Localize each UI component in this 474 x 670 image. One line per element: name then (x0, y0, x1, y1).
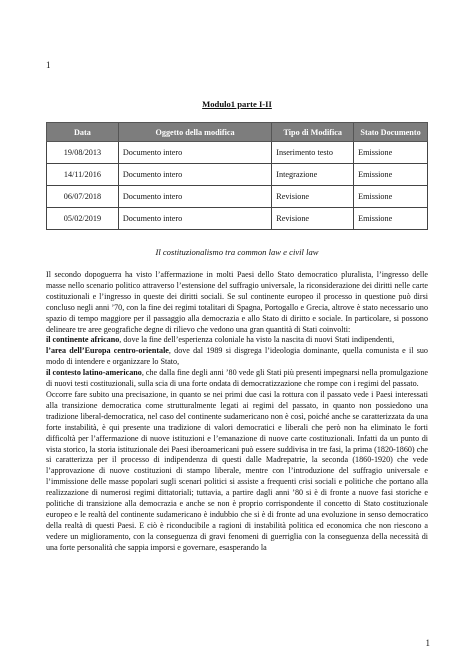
cell-object: Documento intero (118, 142, 271, 164)
cell-status: Emissione (354, 186, 428, 208)
page-number-top: 1 (46, 60, 51, 70)
list-item-latam-bold: il contesto latino-americano (46, 368, 142, 378)
table-header-row (47, 123, 428, 142)
body-text (46, 270, 428, 554)
paragraph-history: Occorre fare subito una precisazione, in quanto se nei primi due casi la rottura con il passato vede i Paesi interessati alla transizione democratica come strutturalmente legati ai regimi del passato, in quanto non possiedono una tradizione liberal-democratica, nel caso del continente sudamericano non è così, poiché anche se caratterizzata da una forte instabilità, è qui presente una tradizione di valori democratici e liberali che però non ha eliminato le forti difficoltà per l’affermazione di nuove istituzioni e l’emanazione di nuove carte costituzionali. Infatti da un punto di vista storico, la storia istituzionale dei Paesi iberoamericani può essere suddivisa in tre fasi, la prima (1820-1860) che si caratterizza per il processo di indipendenza di questi dalle Madrepatrie, la seconda (1860-1920) che vede l’approvazione di nuove costituzioni di stampo liberale, mentre con l’introduzione del suffragio universale e l’immissione delle masse popolari sugli scenari politici si assiste a frequenti crisi sociali e politiche che portano alla realizzazione di numerosi regimi dittatoriali; tuttavia, a partire dagli anni ’80 si è di fronte a nuove fasi storiche e politiche di transizione alla democrazia e anche se non è proprio corrispondente il concetto di Stato costituzionale europeo e le realtà del continente sudamericano è indubbio che si è di fronte ad una evoluzione in senso democratico della realtà di questi Paesi. E ciò è riconducibile a ragioni di instabilità politica ed economica che non riescono a vedere un miglioramento, con la conseguenza di gravi fenomeni di guerriglia con la conseguenza della necessità di una forte personalità che sappia imporsi e governare, esasperando la (46, 389, 428, 552)
cell-object: Documento intero (118, 186, 271, 208)
list-item-europe (46, 346, 428, 368)
cell-type: Revisione (272, 186, 354, 208)
cell-type: Revisione (272, 208, 354, 230)
section-subtitle: Il costituzionalismo tra common law e civil law (155, 247, 319, 257)
header-tipo: Tipo di Modifica (272, 123, 354, 142)
header-stato: Stato Documento (354, 123, 428, 142)
cell-type: Inserimento testo (272, 142, 354, 164)
document-title: Modulo1 parte I-II (202, 99, 272, 109)
list-item-africa-bold: il continente africano (46, 335, 120, 345)
cell-status: Emissione (354, 208, 428, 230)
cell-date: 06/07/2018 (47, 186, 119, 208)
cell-status: Emissione (354, 142, 428, 164)
list-item-africa-text: , dove la fine dell’esperienza coloniale ha visto la nascita di nuovi Stati indipendenti, (119, 335, 395, 345)
header-data: Data (47, 123, 119, 142)
list-item-africa (46, 335, 428, 346)
list-item-europe-text: , dove dal 1989 si disgrega l’ideologia dominante, quella comunista e il suo modo di intendere e organizzare lo Stato, (46, 346, 428, 367)
table-row (47, 208, 428, 230)
page-number-bottom: 1 (425, 638, 430, 648)
header-oggetto: Oggetto della modifica (118, 123, 271, 142)
cell-date: 14/11/2016 (47, 164, 119, 186)
revision-table (46, 122, 428, 230)
cell-date: 19/08/2013 (47, 142, 119, 164)
list-item-latam (46, 368, 428, 390)
cell-object: Documento intero (118, 208, 271, 230)
list-item-europe-bold: l’area dell’Europa centro-orientale (46, 346, 169, 356)
table-row (47, 142, 428, 164)
table-row (47, 164, 428, 186)
cell-status: Emissione (354, 164, 428, 186)
cell-date: 05/02/2019 (47, 208, 119, 230)
list-item-latam-text: , che dalla fine degli anni ’80 vede gli Stati più presenti impegnarsi nella promulgazione di nuovi testi costituzionali, sulla scia di una forte ondata di democratizzazione che rompe con i regimi del passato. (46, 368, 428, 389)
paragraph-intro: Il secondo dopoguerra ha visto l’affermazione in molti Paesi dello Stato democratico pluralista, l’ingresso delle masse nello scenario politico attraverso l’estensione del suffragio universale, la riconsiderazione dei diritti nelle carte costituzionali e l’ingresso in queste dei diritti sociali. Se sul continente europeo il processo in questione può dirsi concluso negli anni ’70, con la fine dei regimi totalitari di Spagna, Portogallo e Grecia, altrove è stato necessario uno spazio di tempo maggiore per il passaggio alla democrazia e allo Stato di diritto e sociale. In particolare, si possono delineare tre aree geografiche degne di rilievo che vedono una gran quantità di Stati coinvolti: (46, 270, 428, 334)
cell-object: Documento intero (118, 164, 271, 186)
table-row (47, 186, 428, 208)
cell-type: Integrazione (272, 164, 354, 186)
